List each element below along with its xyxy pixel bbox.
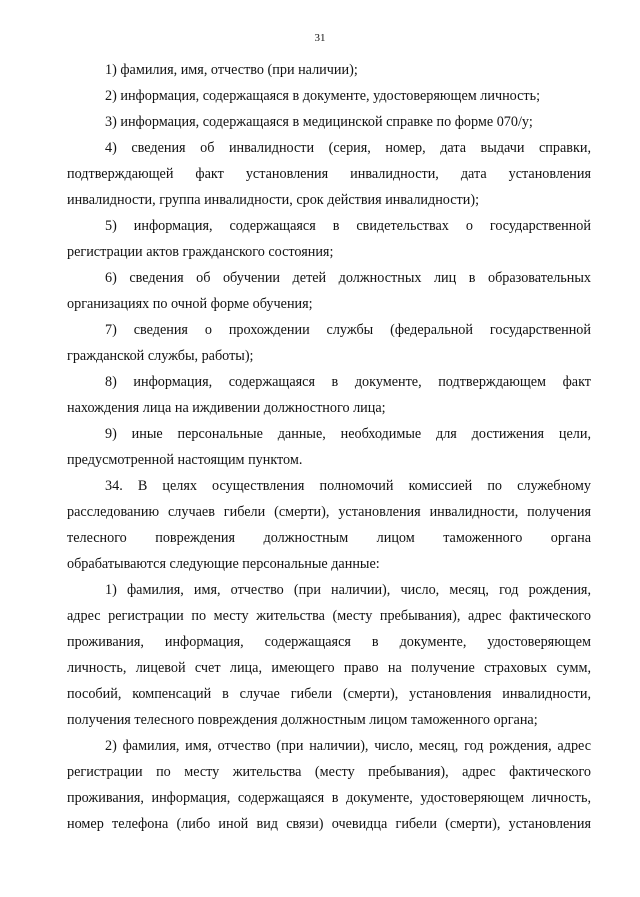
text-line: регистрации по месту жительства (месту пребывания), адрес фактического: [67, 764, 591, 780]
text-line: нахождения лица на иждивении должностного лица;: [67, 400, 386, 416]
text-line: адрес регистрации по месту жительства (месту пребывания), адрес фактического: [67, 608, 591, 624]
page-number: 31: [314, 32, 326, 44]
text-line: 2) фамилия, имя, отчество (при наличии), число, месяц, год рождения, адрес: [105, 738, 591, 754]
text-line: 1) фамилия, имя, отчество (при наличии), число, месяц, год рождения,: [105, 582, 591, 598]
text-line: 7) сведения о прохождении службы (федеральной государственной: [105, 322, 591, 338]
text-line: пособий, компенсаций в случае гибели (смерти), установления инвалидности,: [67, 686, 591, 702]
text-line: проживания, информация, содержащаяся в документе, удостоверяющем личность,: [67, 790, 591, 806]
text-line: обрабатываются следующие персональные данные:: [67, 556, 380, 572]
text-line: организациях по очной форме обучения;: [67, 296, 313, 312]
text-line: 9) иные персональные данные, необходимые для достижения цели,: [105, 426, 591, 442]
text-line: личность, лицевой счет лица, имеющего право на получение страховых сумм,: [67, 660, 591, 676]
document-body: [67, 62, 591, 842]
text-line: гражданской службы, работы);: [67, 348, 254, 364]
text-line: 2) информация, содержащаяся в документе, удостоверяющем личность;: [105, 88, 541, 104]
text-line: 8) информация, содержащаяся в документе, подтверждающем факт: [105, 374, 591, 390]
text-line: подтверждающей факт установления инвалидности, дата установления: [67, 166, 591, 182]
text-line: телесного повреждения должностным лицом таможенного органа: [67, 530, 591, 546]
text-line: номер телефона (либо иной вид связи) очевидца гибели (смерти), установления: [67, 816, 591, 832]
text-line: регистрации актов гражданского состояния;: [67, 244, 334, 260]
text-line: 1) фамилия, имя, отчество (при наличии);: [105, 62, 358, 78]
text-line: проживания, информация, содержащаяся в документе, удостоверяющем: [67, 634, 591, 650]
text-line: инвалидности, группа инвалидности, срок действия инвалидности);: [67, 192, 480, 208]
text-line: предусмотренной настоящим пунктом.: [67, 452, 303, 468]
text-line: 6) сведения об обучении детей должностных лиц в образовательных: [105, 270, 591, 286]
text-line: 5) информация, содержащаяся в свидетельствах о государственной: [105, 218, 591, 234]
text-line: 34. В целях осуществления полномочий комиссией по служебному: [105, 478, 591, 494]
text-line: 4) сведения об инвалидности (серия, номер, дата выдачи справки,: [105, 140, 591, 156]
text-line: расследованию случаев гибели (смерти), установления инвалидности, получения: [67, 504, 591, 520]
text-line: получения телесного повреждения должностным лицом таможенного органа;: [67, 712, 538, 728]
text-line: 3) информация, содержащаяся в медицинской справке по форме 070/у;: [105, 114, 533, 130]
